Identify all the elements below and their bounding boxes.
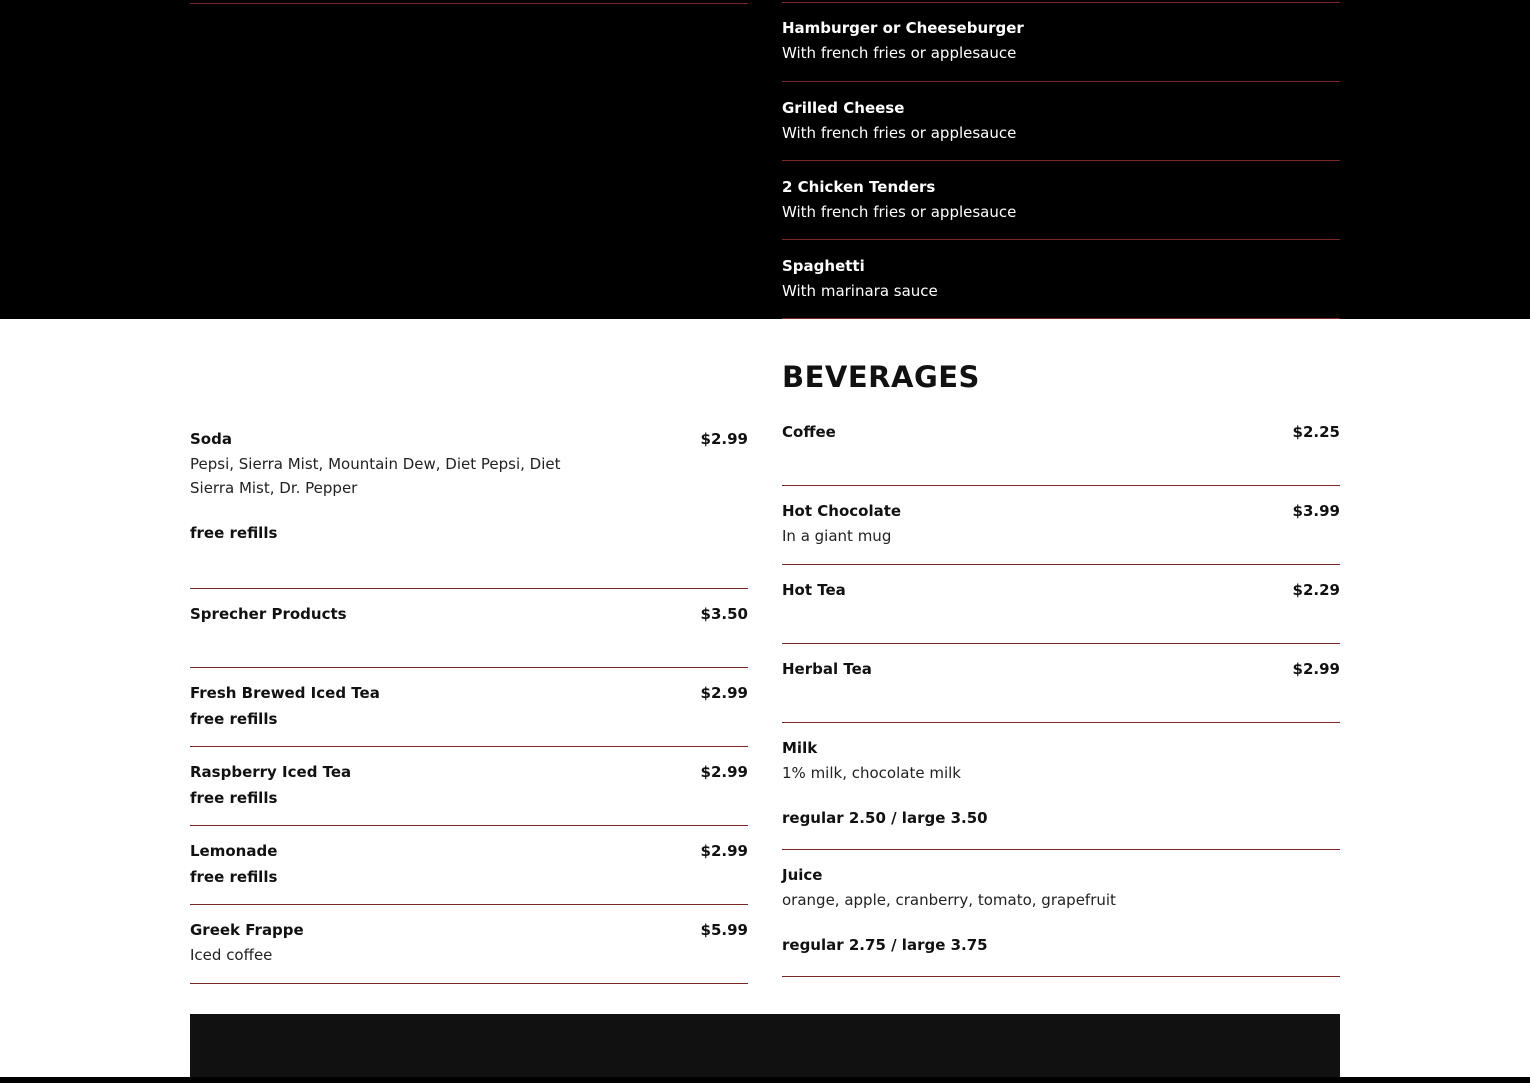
item-price: $3.50 xyxy=(700,605,748,623)
item-name: Grilled Cheese xyxy=(782,99,905,117)
item-price: $3.99 xyxy=(1292,502,1340,520)
item-note: free refills xyxy=(190,710,278,728)
item-note: regular 2.75 / large 3.75 xyxy=(782,936,988,954)
list-item xyxy=(782,240,1340,319)
item-name: Hot Chocolate xyxy=(782,502,902,520)
list-item xyxy=(190,414,748,589)
item-name: Sprecher Products xyxy=(190,605,347,623)
item-note: free refills xyxy=(190,524,278,542)
item-desc: Iced coffee xyxy=(190,946,273,964)
item-price: $2.99 xyxy=(700,842,748,860)
item-note: free refills xyxy=(190,789,278,807)
kids-left-divider xyxy=(190,3,748,4)
item-desc: 1% milk, chocolate milk xyxy=(782,764,961,782)
list-item xyxy=(782,644,1340,723)
list-item xyxy=(782,407,1340,486)
list-item xyxy=(782,850,1340,977)
list-item xyxy=(782,161,1340,240)
item-desc: In a giant mug xyxy=(782,527,892,545)
item-name: 2 Chicken Tenders xyxy=(782,178,936,196)
list-item xyxy=(782,3,1340,82)
item-name: Spaghetti xyxy=(782,257,865,275)
item-price: $2.99 xyxy=(700,430,748,448)
list-item xyxy=(782,486,1340,565)
item-note: free refills xyxy=(190,868,278,886)
item-name: Raspberry Iced Tea xyxy=(190,763,352,781)
item-desc: Pepsi, Sierra Mist, Mountain Dew, Diet Pepsi, Diet Sierra Mist, Dr. Pepper xyxy=(190,455,561,497)
list-item xyxy=(782,82,1340,161)
list-item xyxy=(190,905,748,984)
item-price: $2.99 xyxy=(700,684,748,702)
item-price: $2.99 xyxy=(1292,660,1340,678)
item-desc: With french fries or applesauce xyxy=(782,124,1017,142)
item-price: $2.29 xyxy=(1292,581,1340,599)
item-note: regular 2.50 / large 3.50 xyxy=(782,809,988,827)
beverages-left-list xyxy=(190,414,748,984)
item-desc: With marinara sauce xyxy=(782,282,938,300)
item-desc: With french fries or applesauce xyxy=(782,203,1017,221)
list-item xyxy=(190,668,748,747)
item-name: Lemonade xyxy=(190,842,278,860)
list-item xyxy=(190,747,748,826)
item-price: $2.99 xyxy=(700,763,748,781)
item-name: Herbal Tea xyxy=(782,660,872,678)
footer-panel xyxy=(190,1014,1340,1083)
list-item xyxy=(190,826,748,905)
item-name: Soda xyxy=(190,430,232,448)
list-item xyxy=(782,723,1340,850)
item-name: Fresh Brewed Iced Tea xyxy=(190,684,380,702)
item-desc: orange, apple, cranberry, tomato, grapefruit xyxy=(782,891,1116,909)
beverages-right-list xyxy=(782,407,1340,977)
item-name: Hot Tea xyxy=(782,581,846,599)
item-name: Milk xyxy=(782,739,818,757)
kids-menu-list xyxy=(782,2,1340,319)
item-price: $2.25 xyxy=(1292,423,1340,441)
list-item xyxy=(190,589,748,668)
bottom-strip xyxy=(0,1077,1530,1083)
item-desc: With french fries or applesauce xyxy=(782,44,1017,62)
list-item xyxy=(782,565,1340,644)
item-name: Hamburger or Cheeseburger xyxy=(782,19,1024,37)
section-heading: BEVERAGES xyxy=(782,360,980,394)
item-name: Greek Frappe xyxy=(190,921,304,939)
item-price: $5.99 xyxy=(700,921,748,939)
item-name: Juice xyxy=(782,866,823,884)
item-name: Coffee xyxy=(782,423,836,441)
